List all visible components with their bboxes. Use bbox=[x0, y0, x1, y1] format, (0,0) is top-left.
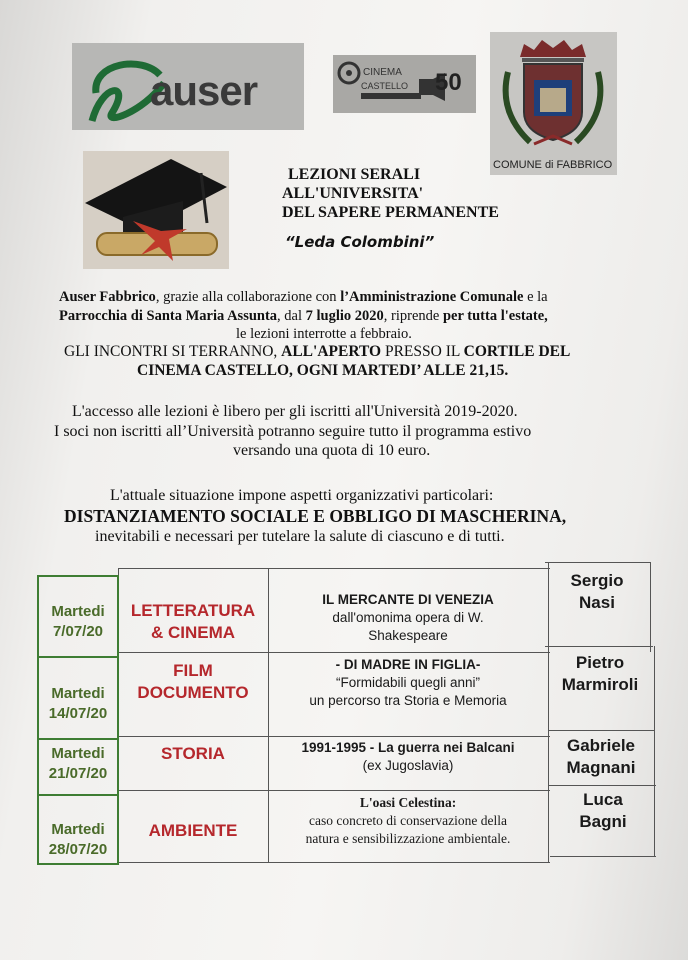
row-description: L'oasi Celestina: caso concreto di conservazione della natura e sensibilizzazione ambientale. bbox=[305, 795, 511, 846]
row-date: Martedi 21/07/20 bbox=[48, 745, 108, 782]
graduation-cap-image bbox=[83, 151, 229, 269]
row-date: Martedi 28/07/20 bbox=[48, 821, 108, 858]
coat-of-arms-icon bbox=[490, 32, 617, 157]
auser-logo bbox=[72, 43, 304, 130]
row-category: STORIA bbox=[161, 744, 225, 763]
access-line-1: L'accesso alle lezioni è libero per gli iscritti all'Università 2019-2020. bbox=[72, 403, 518, 420]
row-speaker: Luca Bagni bbox=[579, 790, 627, 831]
row-category: AMBIENTE bbox=[148, 821, 238, 840]
auser-wordmark: auser bbox=[150, 67, 258, 114]
graduation-cap-icon bbox=[83, 151, 229, 269]
intro-line-5: CINEMA CASTELLO, OGNI MARTEDI’ ALLE 21,15. bbox=[137, 362, 509, 379]
row-speaker: Gabriele Magnani bbox=[566, 736, 636, 777]
intro-line-4: GLI INCONTRI SI TERRANNO, ALL'APERTO PRESSO IL CORTILE DEL bbox=[64, 343, 571, 360]
notice-line-1: L'attuale situazione impone aspetti organizzativi particolari: bbox=[110, 487, 494, 504]
row-description: IL MERCANTE DI VENEZIA dall'omonima opera di W. Shakespeare bbox=[322, 592, 494, 643]
comune-caption: COMUNE di FABBRICO bbox=[493, 159, 613, 171]
subtitle: “Leda Colombini” bbox=[285, 233, 435, 251]
heading-line-1: LEZIONI SERALI bbox=[288, 166, 421, 183]
access-line-2: I soci non iscritti all’Università potranno seguire tutto il programma estivo bbox=[54, 423, 532, 440]
heading-line-3: DEL SAPERE PERMANENTE bbox=[282, 204, 499, 221]
row-date: Martedi 14/07/20 bbox=[48, 685, 108, 722]
cinema-label: CINEMA bbox=[363, 67, 402, 78]
notice-line-2: DISTANZIAMENTO SOCIALE E OBBLIGO DI MASCHERINA, bbox=[64, 506, 567, 526]
intro-line-1: Auser Fabbrico, grazie alla collaborazione con l’Amministrazione Comunale e la bbox=[59, 289, 548, 305]
anniversary-number: 50 bbox=[435, 69, 462, 96]
row-description: - DI MADRE IN FIGLIA- “Formidabili quegli anni” un percorso tra Storia e Memoria bbox=[309, 657, 507, 708]
row-speaker: Pietro Marmiroli bbox=[561, 653, 639, 694]
row-category: FILM DOCUMENTO bbox=[137, 661, 249, 702]
row-date: Martedi 7/07/20 bbox=[51, 603, 105, 640]
access-line-3: versando una quota di 10 euro. bbox=[233, 442, 431, 459]
heading-line-2: ALL'UNIVERSITA' bbox=[282, 185, 424, 202]
intro-line-3: le lezioni interrotte a febbraio. bbox=[236, 326, 412, 342]
intro-line-2: Parrocchia di Santa Maria Assunta, dal 7 luglio 2020, riprende per tutta l'estate, bbox=[59, 308, 548, 324]
cinema-castello-logo bbox=[333, 55, 476, 113]
row-category: LETTERATURA & CINEMA bbox=[130, 601, 256, 642]
row-speaker: Sergio Nasi bbox=[570, 571, 624, 612]
comune-fabbrico-logo bbox=[490, 32, 617, 175]
row-description: 1991-1995 - La guerra nei Balcani (ex Jugoslavia) bbox=[301, 740, 515, 773]
notice-line-3: inevitabili e necessari per tutelare la salute di ciascuno e di tutti. bbox=[95, 528, 505, 545]
castello-label: CASTELLO bbox=[361, 81, 409, 91]
